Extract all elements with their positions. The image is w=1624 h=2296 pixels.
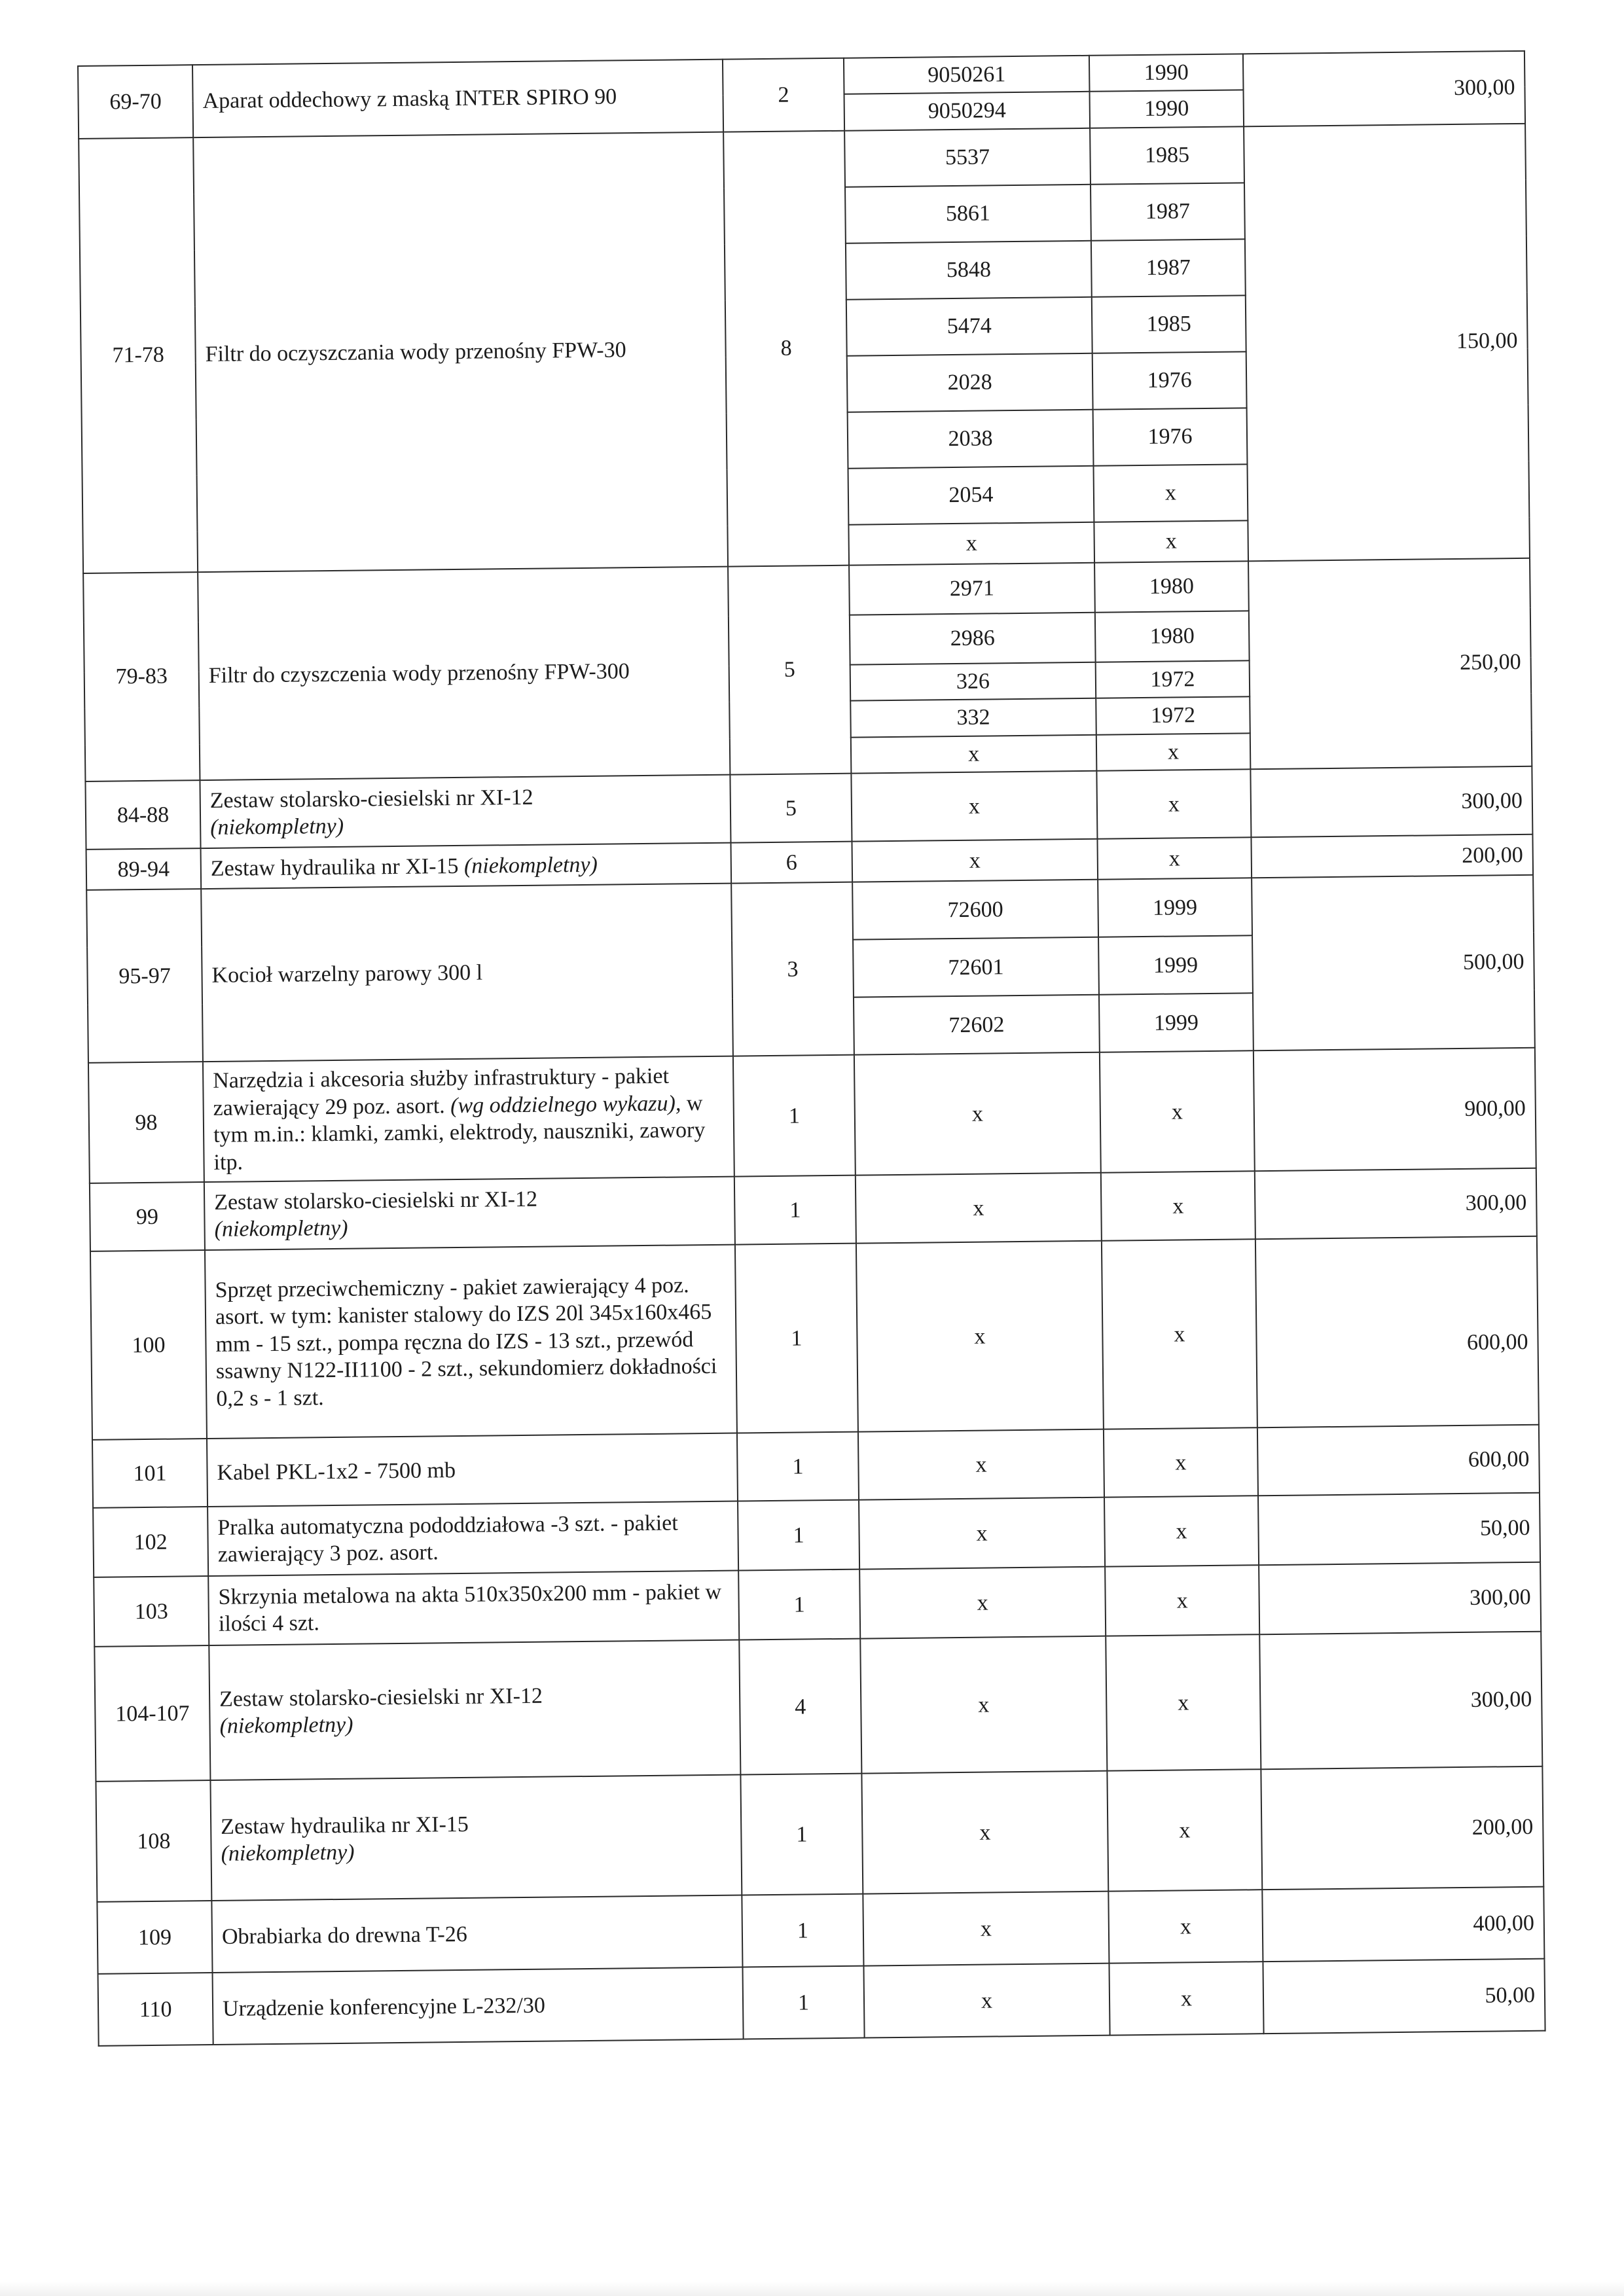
quantity-cell: 3 xyxy=(731,882,854,1056)
quantity-cell: 4 xyxy=(739,1639,861,1775)
item-name-text: Zestaw stolarsko-ciesielski nr XI-12 xyxy=(214,1187,538,1215)
serial-number: 5474 xyxy=(846,297,1092,356)
quantity-cell: 1 xyxy=(735,1244,858,1433)
item-name: Aparat oddechowy z maską INTER SPIRO 90 xyxy=(192,60,723,137)
production-year: 1987 xyxy=(1091,183,1245,240)
item-name: Obrabiarka do drewna T-26 xyxy=(211,1895,742,1973)
price-cell: 200,00 xyxy=(1251,834,1533,878)
production-year: 1985 xyxy=(1092,295,1246,353)
lp-cell: 110 xyxy=(98,1973,213,2046)
serial-number: x xyxy=(863,1892,1109,1966)
item-name: Kocioł warzelny parowy 300 l xyxy=(201,884,733,1062)
production-year: x xyxy=(1104,1428,1258,1498)
production-year: 1999 xyxy=(1098,878,1252,937)
quantity-cell: 5 xyxy=(728,565,851,775)
incomplete-note: (niekompletny) xyxy=(214,1216,348,1242)
production-year: 1985 xyxy=(1090,126,1244,184)
inventory-table xyxy=(77,50,1546,2047)
production-year: x xyxy=(1096,770,1251,839)
scan-bottom-edge xyxy=(0,2282,1624,2296)
serial-number: x xyxy=(859,1498,1105,1570)
production-year: x xyxy=(1106,1635,1261,1771)
serial-number: x xyxy=(852,839,1098,882)
production-year: 1990 xyxy=(1089,54,1244,92)
lp-cell: 100 xyxy=(90,1250,207,1440)
quantity-cell: 1 xyxy=(734,1175,856,1245)
lp-cell: 71-78 xyxy=(79,137,198,573)
item-name xyxy=(209,1640,740,1780)
serial-number: 72601 xyxy=(853,937,1099,997)
serial-number: x xyxy=(861,1771,1108,1894)
price-cell: 300,00 xyxy=(1255,1168,1537,1239)
lp-cell: 84-88 xyxy=(85,780,200,850)
item-name xyxy=(201,843,732,889)
serial-number: 72600 xyxy=(852,880,1098,940)
item-name-text: Narzędzia i akcesoria służby infrastruktury - pakiet zawierający 29 poz. asort. xyxy=(213,1064,670,1121)
serial-number: x xyxy=(856,1241,1104,1432)
production-year: x xyxy=(1107,1770,1262,1892)
production-year: x xyxy=(1109,1962,1263,2036)
serial-number: x xyxy=(858,1429,1104,1500)
serial-number: x xyxy=(851,771,1097,842)
price-cell: 50,00 xyxy=(1263,1959,1545,2034)
production-year: x xyxy=(1108,1890,1263,1964)
item-name: Pralka automatyczna pododdziałowa -3 szt. - pakiet zawierający 3 poz. asort. xyxy=(208,1501,738,1576)
lp-cell: 95-97 xyxy=(86,889,203,1063)
serial-number: 2038 xyxy=(848,410,1094,469)
separate-list-note: (wg oddzielnego wykazu), xyxy=(450,1091,681,1118)
quantity-cell: 1 xyxy=(738,1570,860,1640)
price-cell: 300,00 xyxy=(1250,766,1532,837)
lp-cell: 98 xyxy=(88,1062,204,1183)
production-year: 1976 xyxy=(1092,351,1247,409)
lp-cell: 108 xyxy=(96,1780,211,1902)
quantity-cell: 6 xyxy=(731,842,852,884)
production-year: 1972 xyxy=(1096,697,1250,735)
price-cell: 600,00 xyxy=(1257,1425,1540,1496)
production-year: x xyxy=(1104,1496,1259,1567)
production-year: 1987 xyxy=(1091,239,1246,296)
price-cell: 600,00 xyxy=(1255,1236,1539,1427)
serial-number: x xyxy=(856,1173,1102,1244)
production-year: 1990 xyxy=(1090,90,1244,128)
production-year: x xyxy=(1105,1566,1259,1636)
price-cell: 500,00 xyxy=(1252,875,1535,1050)
item-name: Urządzenie konferencyjne L-232/30 xyxy=(213,1967,744,2045)
item-name: Filtr do oczyszczania wody przenośny FPW-30 xyxy=(193,132,728,572)
serial-number: x xyxy=(860,1636,1107,1774)
production-year: 1980 xyxy=(1094,561,1249,612)
production-year: 1999 xyxy=(1098,936,1253,995)
serial-number: x xyxy=(859,1567,1106,1639)
item-name: Skrzynia metalowa na akta 510x350x200 mm - pakiet w ilości 4 szt. xyxy=(208,1571,739,1645)
quantity-cell: 1 xyxy=(742,1894,863,1967)
price-cell: 200,00 xyxy=(1261,1767,1543,1890)
incomplete-note: (niekompletny) xyxy=(219,1713,353,1739)
serial-number: x xyxy=(863,1964,1110,2038)
lp-cell: 89-94 xyxy=(86,848,202,890)
quantity-cell: 8 xyxy=(723,131,849,567)
item-name xyxy=(204,1177,735,1250)
quantity-cell: 1 xyxy=(733,1055,856,1177)
item-name-text: Zestaw hydraulika nr XI-15 xyxy=(221,1812,469,1839)
price-cell: 300,00 xyxy=(1259,1562,1541,1634)
item-name: Filtr do czyszczenia wody przenośny FPW-300 xyxy=(198,567,730,781)
serial-number: 332 xyxy=(850,698,1096,737)
serial-number: 326 xyxy=(850,662,1096,701)
production-year: 1999 xyxy=(1099,994,1254,1052)
quantity-cell: 1 xyxy=(738,1500,859,1571)
price-cell: 150,00 xyxy=(1244,124,1530,561)
item-name: Kabel PKL-1x2 - 7500 mb xyxy=(207,1433,738,1507)
price-cell: 300,00 xyxy=(1243,51,1525,126)
serial-number: x xyxy=(854,1052,1101,1175)
lp-cell: 79-83 xyxy=(83,572,200,781)
production-year: x xyxy=(1094,520,1248,562)
production-year: 1980 xyxy=(1095,611,1250,662)
quantity-cell: 5 xyxy=(730,774,852,843)
production-year: x xyxy=(1096,733,1251,771)
serial-number: 9050294 xyxy=(844,92,1091,130)
production-year: x xyxy=(1102,1240,1257,1429)
item-name-text-continued: w tym m.in.: klamki, zamki, elektrody, nauszniki, zawory itp. xyxy=(213,1090,706,1175)
item-name-text: Zestaw stolarsko-ciesielski nr XI-12 xyxy=(209,785,533,813)
lp-cell: 99 xyxy=(90,1182,205,1251)
quantity-cell: 2 xyxy=(723,58,844,132)
serial-number: 2986 xyxy=(850,613,1096,665)
serial-number: x xyxy=(848,522,1094,565)
item-name xyxy=(210,1775,742,1901)
production-year: x xyxy=(1097,838,1252,880)
lp-cell: 69-70 xyxy=(78,65,193,139)
quantity-cell: 1 xyxy=(737,1432,859,1501)
lp-cell: 103 xyxy=(94,1576,209,1647)
quantity-cell: 1 xyxy=(742,1966,864,2039)
production-year: x xyxy=(1093,464,1248,522)
serial-number: 72602 xyxy=(854,995,1100,1055)
lp-cell: 109 xyxy=(97,1901,212,1974)
production-year: x xyxy=(1100,1051,1255,1173)
quantity-cell: 1 xyxy=(740,1774,863,1895)
item-name-text: Zestaw stolarsko-ciesielski nr XI-12 xyxy=(219,1683,543,1712)
price-cell: 50,00 xyxy=(1258,1493,1540,1565)
item-name xyxy=(200,775,731,848)
price-cell: 300,00 xyxy=(1259,1632,1542,1769)
serial-number: 2054 xyxy=(848,466,1094,525)
incomplete-note: (niekompletny) xyxy=(463,852,598,878)
incomplete-note: (niekompletny) xyxy=(221,1840,355,1867)
price-cell: 250,00 xyxy=(1248,558,1532,770)
production-year: 1976 xyxy=(1093,408,1248,465)
incomplete-note: (niekompletny) xyxy=(210,814,344,840)
price-cell: 900,00 xyxy=(1254,1048,1536,1171)
lp-cell: 104-107 xyxy=(94,1645,210,1782)
production-year: 1972 xyxy=(1096,660,1250,698)
serial-number: 5848 xyxy=(846,241,1092,300)
serial-number: 2971 xyxy=(849,563,1095,615)
serial-number: 5861 xyxy=(845,185,1091,243)
serial-number: 9050261 xyxy=(844,56,1090,94)
serial-number: x xyxy=(851,735,1097,774)
price-cell: 400,00 xyxy=(1262,1887,1544,1962)
item-name xyxy=(203,1056,734,1182)
item-name-text: Zestaw hydraulika nr XI-15 xyxy=(210,853,459,881)
inventory-sheet xyxy=(77,50,1546,2047)
serial-number: 2028 xyxy=(847,353,1093,412)
lp-cell: 102 xyxy=(93,1507,208,1577)
serial-number: 5537 xyxy=(844,128,1091,187)
production-year: x xyxy=(1101,1172,1255,1241)
lp-cell: 101 xyxy=(92,1439,208,1508)
item-name: Sprzęt przeciwchemiczny - pakiet zawierający 4 poz. asort. w tym: kanister stalowy do IZS 20l 345x160x465 mm - 15 szt., pompa ręczna do IZS - 13 szt., przewód ssawny N122-II1100 - 2 szt., sekundomierz dokładności 0,2 s - 1 szt. xyxy=(205,1245,737,1439)
